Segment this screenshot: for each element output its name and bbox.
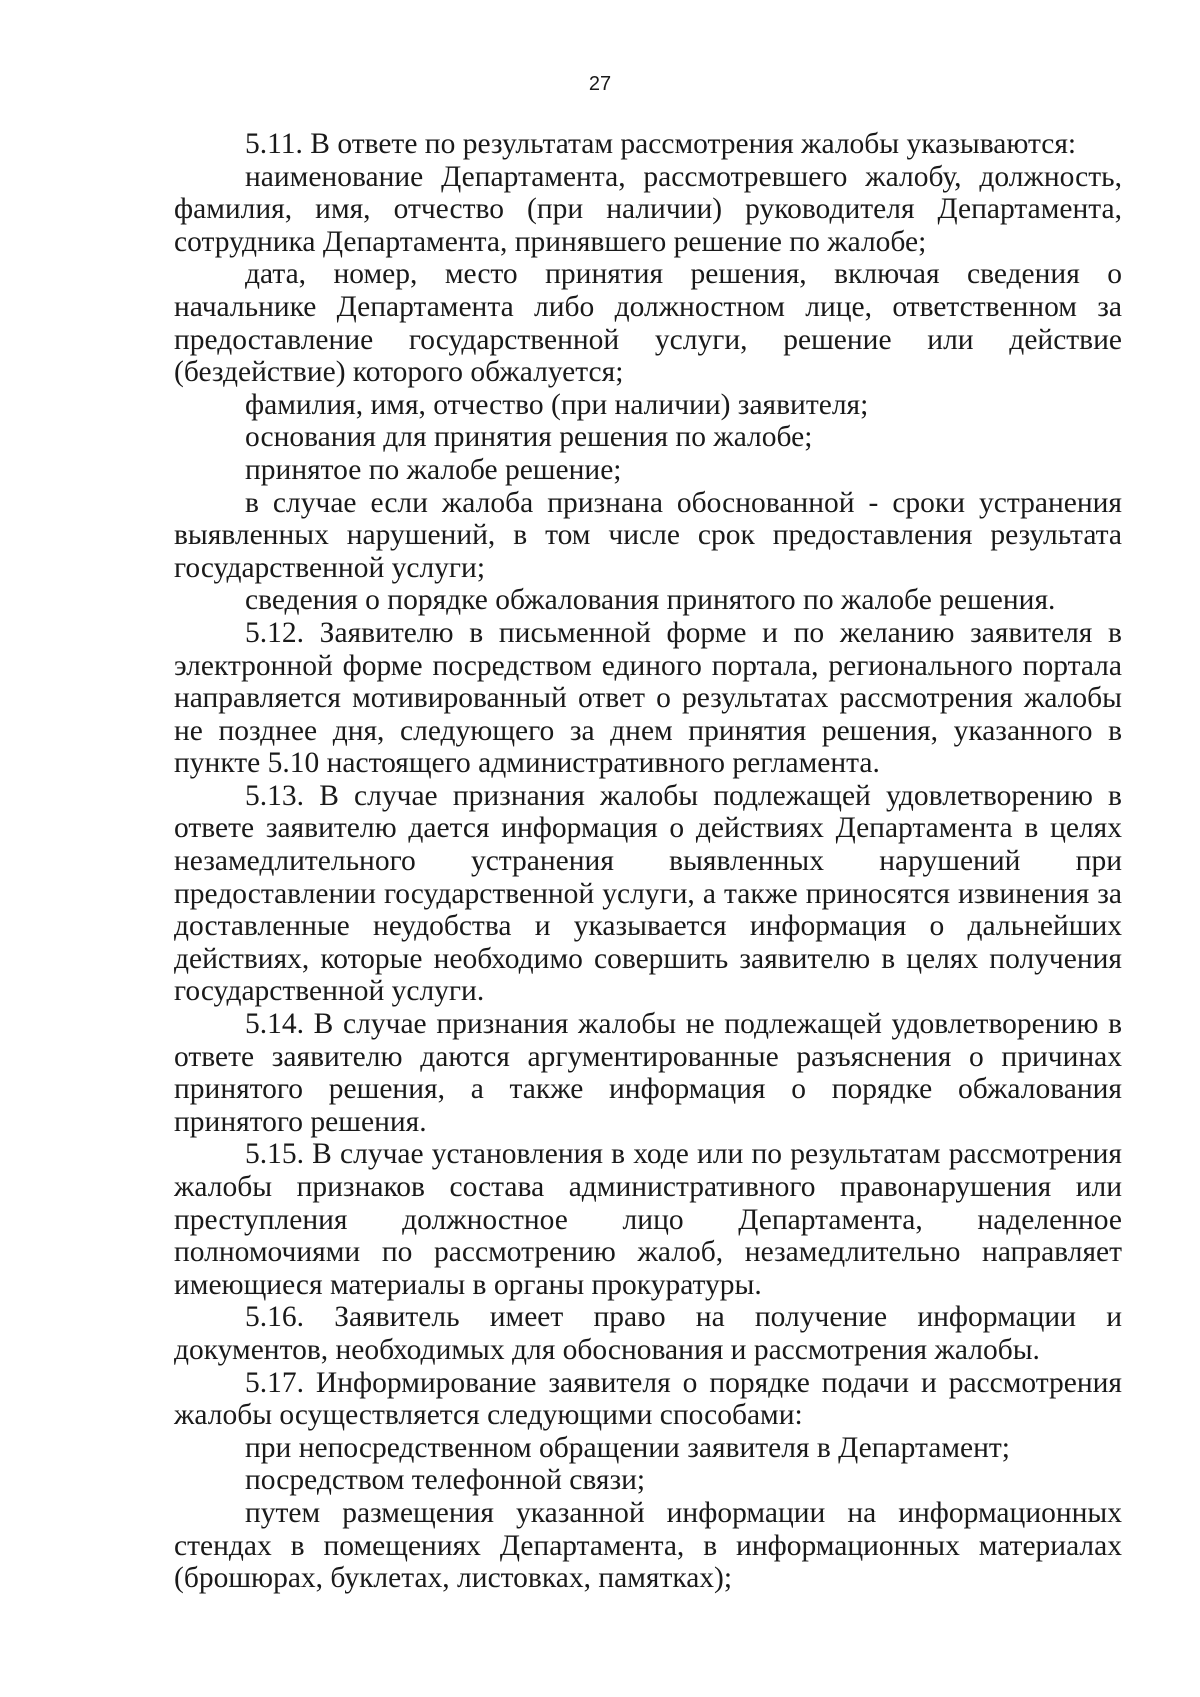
list-item-department-name: наименование Департамента, рассмотревшего жалобу, должность, фамилия, имя, отчество (при наличии) руководителя Департамента, сотрудника Департамента, принявшего решение по жалобе; [174,160,1122,258]
paragraph-5-17: 5.17. Информирование заявителя о порядке подачи и рассмотрения жалобы осуществляется следующими способами: [174,1366,1122,1432]
page-number: 27 [588,73,612,95]
list-item-decision-date: дата, номер, место принятия решения, включая сведения о начальнике Департамента либо должностном лице, ответственном за предоставление государственной услуги, решение или действие (бездействие) которого обжалуется; [174,258,1122,389]
list-item-phone: посредством телефонной связи; [245,1464,646,1497]
list-item-info-stands: путем размещения указанной информации на информационных стендах в помещениях Департамента, в информационных материалах (брошюрах, буклетах, листовках, памятках); [174,1496,1122,1595]
document-body [174,128,1122,1595]
paragraph-5-16: 5.16. Заявитель имеет право на получение информации и документов, необходимых для обоснования и рассмотрения жалобы. [174,1301,1122,1366]
list-item-direct-appeal: при непосредственном обращении заявителя в Департамент; [245,1431,1010,1464]
list-item-applicant-name: фамилия, имя, отчество (при наличии) заявителя; [245,388,869,421]
paragraph-5-15: 5.15. В случае установления в ходе или по результатам рассмотрения жалобы признаков состава административного правонарушения или преступления должностное лицо Департамента, наделенное полномочиями по рассмотрению жалоб, незамедлительно направляет имеющиеся материалы в органы прокуратуры. [174,1138,1122,1301]
paragraph-5-14: 5.14. В случае признания жалобы не подлежащей удовлетворению в ответе заявителю даются аргументированные разъяснения о причинах принятого решения, а также информация о порядке обжалования принятого решения. [174,1008,1122,1138]
paragraph-5-13: 5.13. В случае признания жалобы подлежащей удовлетворению в ответе заявителю дается информация о действиях Департамента в целях незамедлительного устранения выявленных нарушений при предоставлении государственной услуги, а также приносятся извинения за доставленные неудобства и указывается информация о дальнейших действиях, которые необходимо совершить заявителю в целях получения государственной услуги. [174,779,1122,1008]
list-item-decision-grounds: основания для принятия решения по жалобе; [245,421,813,454]
paragraph-5-12: 5.12. Заявителю в письменной форме и по желанию заявителя в электронной форме посредством единого портала, регионального портала направляется мотивированный ответ о результатах рассмотрения жалобы не позднее дня, следующего за днем принятия решения, указанного в пункте 5.10 настоящего административного регламента. [174,616,1122,780]
list-item-remedy-terms: в случае если жалоба признана обоснованной - сроки устранения выявленных нарушений, в том числе срок предоставления результата государственной услуги; [174,486,1122,584]
list-item-decision: принятое по жалобе решение; [245,453,622,486]
list-item-appeal-procedure: сведения о порядке обжалования принятого по жалобе решения. [245,584,1056,617]
paragraph-5-11: 5.11. В ответе по результатам рассмотрения жалобы указываются: [245,128,1077,160]
